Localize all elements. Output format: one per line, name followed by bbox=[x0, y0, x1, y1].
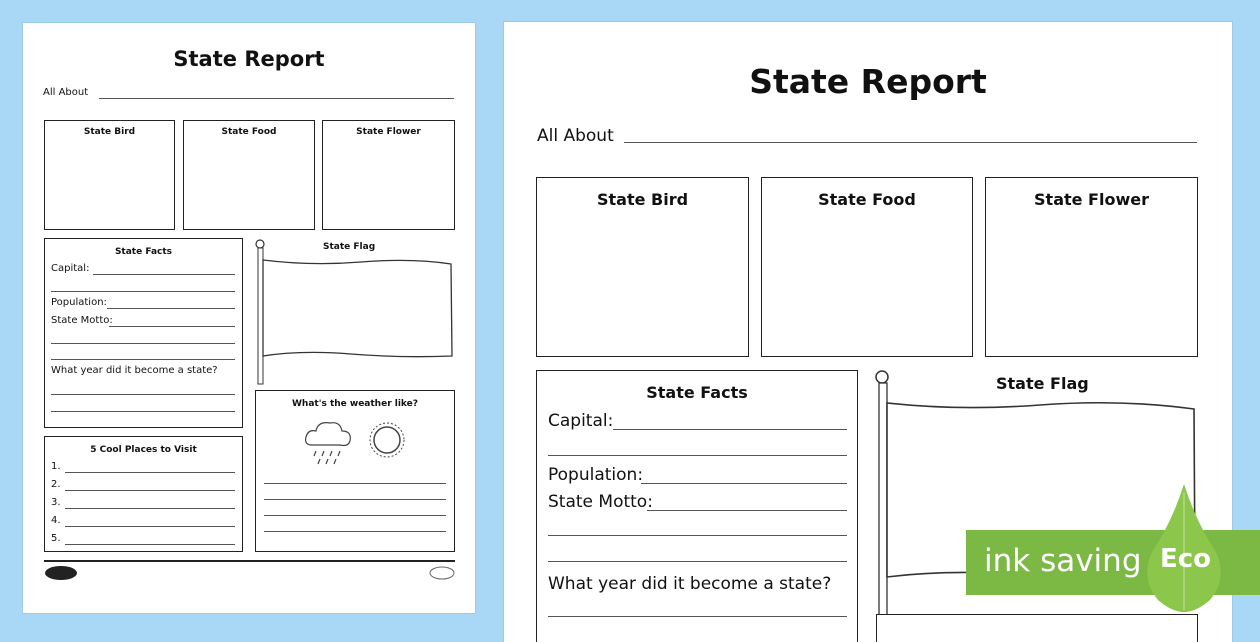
state-food-heading: State Food bbox=[221, 127, 277, 137]
year-line-large bbox=[548, 616, 847, 617]
state-facts-heading: State Facts bbox=[114, 247, 173, 257]
state-bird-heading: State Bird bbox=[83, 127, 136, 137]
all-about-line bbox=[99, 98, 454, 99]
place-number-3: 3. bbox=[51, 497, 61, 508]
page-title: State Report bbox=[173, 47, 325, 71]
year-question-large: What year did it become a state? bbox=[548, 574, 832, 594]
population-label-large: Population: bbox=[548, 465, 644, 485]
population-line-large bbox=[641, 483, 847, 484]
state-flag-heading: State Flag bbox=[323, 242, 376, 252]
capital-line-large bbox=[613, 429, 847, 430]
state-flower-box-large bbox=[985, 177, 1198, 357]
capital-label: Capital: bbox=[51, 263, 90, 274]
eco-label: Eco bbox=[1160, 544, 1212, 574]
place-line-5 bbox=[65, 544, 235, 545]
state-flag-heading-large: State Flag bbox=[996, 374, 1089, 393]
state-facts-heading-large: State Facts bbox=[646, 383, 748, 402]
state-bird-box-large bbox=[536, 177, 749, 357]
state-facts-box bbox=[44, 238, 243, 428]
state-food-box-large bbox=[761, 177, 973, 357]
state-bird-box bbox=[44, 120, 175, 230]
page-title-large: State Report bbox=[749, 62, 987, 101]
state-facts-box-large bbox=[536, 370, 858, 642]
year-line-2 bbox=[51, 411, 235, 412]
weather-box-large bbox=[876, 614, 1198, 642]
state-bird-heading-large: State Bird bbox=[596, 190, 689, 209]
place-line-3 bbox=[65, 508, 235, 509]
state-food-heading-large: State Food bbox=[818, 190, 916, 209]
year-line bbox=[51, 394, 235, 395]
state-flower-heading: State Flower bbox=[356, 127, 421, 137]
weather-line-3 bbox=[264, 515, 446, 516]
small-logo-icon bbox=[428, 565, 456, 581]
population-label: Population: bbox=[51, 297, 107, 308]
place-number-2: 2. bbox=[51, 479, 61, 490]
motto-label: State Motto: bbox=[51, 315, 113, 326]
capital-line-2-large bbox=[548, 455, 847, 456]
place-number-5: 5. bbox=[51, 533, 61, 544]
all-about-label: All About bbox=[43, 87, 89, 98]
place-line-1 bbox=[65, 472, 235, 473]
state-flower-box bbox=[322, 120, 455, 230]
footer-rule bbox=[44, 560, 455, 562]
capital-line-2 bbox=[51, 291, 235, 292]
sun-icon bbox=[366, 419, 408, 461]
weather-line-2 bbox=[264, 499, 446, 500]
weather-heading: What's the weather like? bbox=[291, 399, 419, 409]
places-heading: 5 Cool Places to Visit bbox=[90, 445, 197, 455]
place-number-1: 1. bbox=[51, 461, 61, 472]
rain-cloud-icon bbox=[302, 419, 358, 467]
ink-saving-text: ink saving bbox=[984, 543, 1142, 579]
weather-line-4 bbox=[264, 531, 446, 532]
motto-line-3 bbox=[51, 359, 235, 360]
motto-line-large bbox=[647, 510, 847, 511]
state-food-box bbox=[183, 120, 315, 230]
place-line-4 bbox=[65, 526, 235, 527]
motto-line-2 bbox=[51, 343, 235, 344]
all-about-line-large bbox=[624, 142, 1197, 143]
twinkl-logo bbox=[43, 565, 79, 581]
all-about-label-large: All About bbox=[537, 126, 614, 146]
capital-label-large: Capital: bbox=[548, 411, 614, 431]
motto-line-2-large bbox=[548, 535, 847, 536]
motto-label-large: State Motto: bbox=[548, 492, 653, 512]
worksheet-preview-small bbox=[23, 23, 475, 613]
place-number-4: 4. bbox=[51, 515, 61, 526]
weather-line-1 bbox=[264, 483, 446, 484]
capital-line bbox=[93, 274, 235, 275]
motto-line bbox=[109, 326, 235, 327]
year-question: What year did it become a state? bbox=[51, 365, 218, 376]
state-flower-heading-large: State Flower bbox=[1034, 190, 1149, 209]
places-box bbox=[44, 436, 243, 552]
place-line-2 bbox=[65, 490, 235, 491]
state-flag-drawing bbox=[251, 238, 456, 388]
population-line bbox=[107, 308, 235, 309]
motto-line-3-large bbox=[548, 561, 847, 562]
weather-box bbox=[255, 390, 455, 552]
